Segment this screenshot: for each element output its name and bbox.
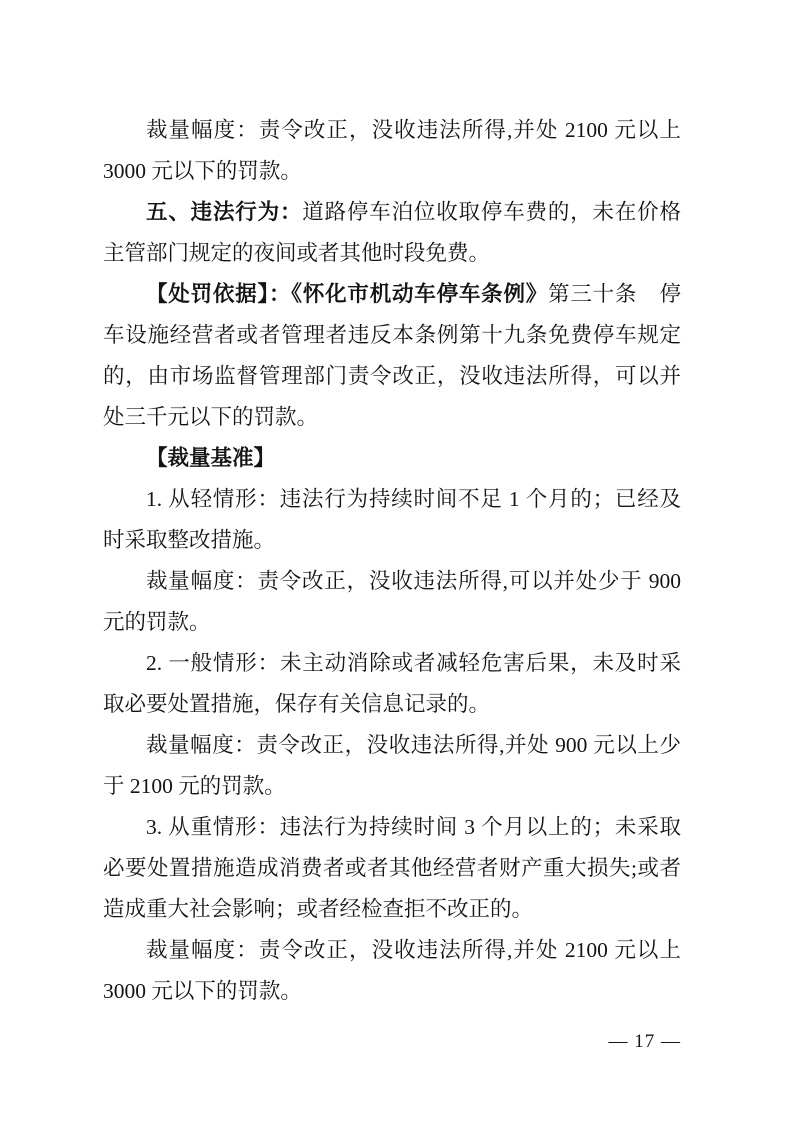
paragraph-lenient-penalty-range [103,561,681,643]
paragraph-violation-heading [103,192,681,274]
paragraph-text: 3. 从重情形：违法行为持续时间 3 个月以上的；未采取必要处置措施造成消费者或者其他经营者财产重大损失;或者造成重大社会影响；或者经检查拒不改正的。 [103,815,681,921]
paragraph-text: 第三十条 停车设施经营者或者管理者违反本条例第十九条免费停车规定的，由市场监督管理部门责令改正，没收违法所得，可以并处三千元以下的罚款。 [103,282,681,429]
paragraph-severe-penalty-range [103,930,681,1012]
paragraph-bold-label: 【处罚依据】：《怀化市机动车停车条例》 [146,282,549,306]
paragraph-text: 道路停车泊位收取停车费的，未在价格主管部门规定的夜间或者其他时段免费。 [103,200,681,265]
paragraph-text: 2. 一般情形：未主动消除或者减轻危害后果，未及时采取必要处置措施，保存有关信息记录的。 [103,651,681,716]
paragraph-severe-case [103,807,681,930]
paragraph-text: 裁量幅度：责令改正，没收违法所得,并处 2100 元以上 3000 元以下的罚款。 [103,938,681,1003]
paragraph-penalty-basis [103,274,681,438]
paragraph-text: 裁量幅度：责令改正，没收违法所得,并处 2100 元以上 3000 元以下的罚款。 [103,118,681,183]
paragraph-lenient-case [103,479,681,561]
paragraph-text: 裁量幅度：责令改正，没收违法所得,可以并处少于 900 元的罚款。 [103,569,681,634]
page-number: — 17 — [608,1031,681,1052]
paragraph-penalty-range-top [103,110,681,192]
paragraph-text: 裁量幅度：责令改正，没收违法所得,并处 900 元以上少于 2100 元的罚款。 [103,733,681,798]
paragraph-bold-label: 五、违法行为： [146,200,303,224]
paragraph-text: 1. 从轻情形：违法行为持续时间不足 1 个月的；已经及时采取整改措施。 [103,487,681,552]
paragraph-general-penalty-range [103,725,681,807]
paragraph-discretion-standard-heading [103,438,681,479]
paragraph-general-case [103,643,681,725]
paragraph-bold-label: 【裁量基准】 [146,446,276,470]
document-body [103,110,681,1012]
